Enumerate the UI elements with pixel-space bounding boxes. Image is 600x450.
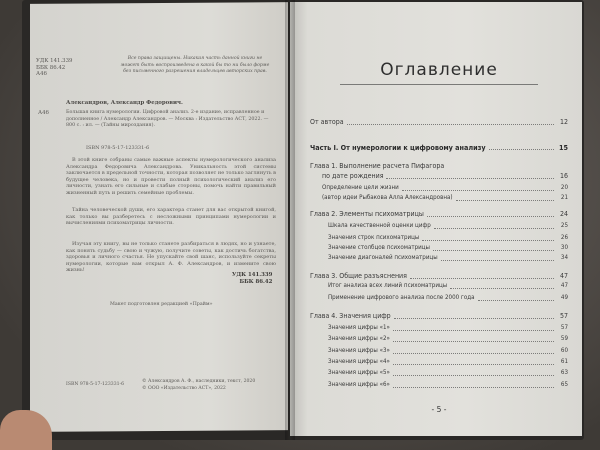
toc-entry xyxy=(310,143,568,153)
toc-entry xyxy=(310,184,568,194)
toc-entry-page: 57 xyxy=(559,312,568,320)
toc-leader-dots xyxy=(433,250,554,251)
toc-entry-label: Значение столбцов психоматрицы xyxy=(328,244,430,251)
annotation-paragraph: В этой книге собраны самые важные аспекты нумерологического анализа Александра Федоровича Александрова. Уникальность этой системы заключается в предельной точности, которая позволяет не только заглянуть в будущее человека, но и провести полный психологический анализ его личности, узнать его сильные и слабые стороны, помочь найти правильный жизненный путь и решить семейные проблемы. xyxy=(66,157,276,196)
toc-entry-label: по дате рождения xyxy=(322,172,384,180)
toc-entry xyxy=(310,118,568,128)
copyright-line: © Александров А. Ф., наследники, текст, 2020 xyxy=(142,379,256,384)
catalog-mark: А46 xyxy=(38,110,49,116)
toc-entry-label: Часть I. От нумерологии к цифровому анализу xyxy=(310,143,486,152)
toc-leader-dots xyxy=(402,190,554,191)
toc-leader-dots xyxy=(434,228,554,229)
toc-leader-dots xyxy=(441,260,554,261)
toc-leader-dots xyxy=(386,178,554,179)
toc-entry-page: 12 xyxy=(559,118,568,126)
copyright-line: © ООО «Издательство АСТ», 2022 xyxy=(142,385,226,391)
toc-entry-page: 59 xyxy=(560,335,568,342)
toc-leader-dots xyxy=(393,353,554,354)
toc-entry-page: 61 xyxy=(560,358,568,365)
toc-entry-label: Шкала качественной оценки цифр xyxy=(328,222,431,229)
layout-note: Макет подготовлен редакцией «Прайм» xyxy=(110,302,213,307)
toc-entry-label: Определение цели жизни xyxy=(322,184,399,191)
toc-leader-dots xyxy=(478,300,554,301)
toc-leader-dots xyxy=(489,149,554,150)
toc-leader-dots xyxy=(394,318,554,319)
toc-entry-label: (автор идеи Рыбакова Алла Александровна) xyxy=(322,194,453,201)
toc-entry-label: Глава 4. Значения цифр xyxy=(310,312,391,320)
toc-entry xyxy=(310,294,568,304)
toc-entry-page: 60 xyxy=(560,347,568,354)
toc-leader-dots xyxy=(456,200,554,201)
toc-entry xyxy=(310,210,568,220)
toc-entry-page: 34 xyxy=(560,254,568,261)
toc-leader-dots xyxy=(393,375,554,376)
toc-entry-page: 65 xyxy=(560,381,568,388)
toc-entry-label: Глава 3. Общие разъяснения xyxy=(310,272,407,280)
toc-entry-label: Глава 2. Элементы психоматрицы xyxy=(310,210,424,218)
toc-entry-page: 25 xyxy=(560,222,568,229)
udk-header-line: А46 xyxy=(36,71,47,78)
toc-entry-page: 47 xyxy=(559,272,568,280)
toc-title: Оглавление xyxy=(380,60,498,80)
toc-entry xyxy=(310,234,568,244)
toc-entry-label: Применение цифрового анализа после 2000 года xyxy=(328,294,475,301)
toc-entry-page: 26 xyxy=(560,234,568,241)
annotation-paragraph: Изучая эту книгу, вы не только станете разбираться в людях, но и узнаете, как понять судьбу — свою и чужую, получите советы, как достичь богатства, здоровья и личного счастья. Не упускайте свой шанс, используйте секреты нумерологии, которые вам открыл А. Ф. Александров, и измените свою жизнь! xyxy=(66,241,276,274)
bibliographic-description: Большая книга нумерологии. Цифровой анализ. 2-е издание, исправленное и дополненное / Александр Александров. — Москва : Издательство АСТ, 2022. — 800 с. : ил. — (Тайны мироздания). xyxy=(66,110,269,129)
toc-leader-dots xyxy=(393,364,554,365)
toc-entry-label: Значения цифры «5» xyxy=(328,369,390,376)
toc-leader-dots xyxy=(422,240,554,241)
udk-header-line: УДК 141.339 xyxy=(36,58,73,64)
author-line: Александров, Александр Федорович. xyxy=(66,100,183,106)
udk-footer-line: ББК 86.42 xyxy=(239,278,273,285)
page-number: - 5 - xyxy=(431,405,447,414)
toc-title-rule xyxy=(340,84,538,85)
toc-entry xyxy=(310,162,568,172)
toc-entry xyxy=(310,282,568,292)
toc-entry xyxy=(310,312,568,322)
copyright-block xyxy=(142,379,282,392)
annotation-paragraph: Тайна человеческой души, его характера станет для вас открытой книгой, как только вы разберетесь с несложными принципами нумерологии и вычислениями психоматрицы личности. xyxy=(66,207,276,227)
udk-footer-line: УДК 141.339 xyxy=(232,272,273,278)
toc-leader-dots xyxy=(393,387,554,388)
toc-entry-page: 20 xyxy=(560,184,568,191)
toc-entry-label: Значения цифры «1» xyxy=(328,324,390,331)
toc-entry-page: 47 xyxy=(560,282,568,289)
isbn-footer: ISBN 978-5-17-123331-6 xyxy=(66,382,125,387)
toc-leader-dots xyxy=(410,278,554,279)
toc-entry-page: 24 xyxy=(559,210,568,218)
udk-header-line: ББК 86.42 xyxy=(36,64,66,71)
toc-entry xyxy=(310,194,568,204)
toc-entry xyxy=(310,222,568,232)
toc-entry xyxy=(310,347,568,357)
toc-leader-dots xyxy=(427,216,554,217)
toc-entry-label: Значения цифры «2» xyxy=(328,335,390,342)
toc-entry-page: 21 xyxy=(560,194,568,201)
toc-entry-page: 16 xyxy=(559,172,568,180)
toc-entry-label: Значения цифры «6» xyxy=(328,381,390,388)
toc-entry-page: 63 xyxy=(560,369,568,376)
toc-entry xyxy=(310,272,568,282)
toc-entry-label: Значения цифры «4» xyxy=(328,358,390,365)
book-spine xyxy=(285,0,295,440)
toc-entry xyxy=(310,369,568,379)
toc-entry-page: 49 xyxy=(560,294,568,301)
toc-leader-dots xyxy=(450,288,554,289)
toc-entry xyxy=(310,335,568,345)
udk-header xyxy=(36,58,72,78)
toc-entry xyxy=(310,324,568,334)
toc-entry-page: 57 xyxy=(560,324,568,331)
table-of-contents xyxy=(310,0,568,430)
toc-entry-page: 15 xyxy=(559,143,568,152)
toc-entry xyxy=(310,358,568,368)
toc-entry-label: Значения цифры «3» xyxy=(328,347,390,354)
toc-entry-label: Глава 1. Выполнение расчета Пифагора xyxy=(310,162,445,170)
toc-entry-label: Значение диагоналей психоматрицы xyxy=(328,254,438,261)
toc-entry-page: 30 xyxy=(560,244,568,251)
toc-leader-dots xyxy=(393,341,554,342)
toc-entry xyxy=(310,381,568,391)
isbn: ISBN 978-5-17-123331-6 xyxy=(86,145,150,151)
toc-entry-label: Значения строк психоматрицы xyxy=(328,234,420,241)
toc-entry xyxy=(310,244,568,254)
toc-entry-label: От автора xyxy=(310,118,344,126)
rights-note: Все права защищены. Никакая часть данной книги не может быть воспроизведена в какой бы то ни было форме без письменного разрешения владельцев авторских прав. xyxy=(120,56,270,75)
toc-entry xyxy=(310,254,568,264)
toc-leader-dots xyxy=(393,330,554,331)
toc-leader-dots xyxy=(347,124,554,125)
toc-entry-label: Итог анализа всех линий психоматрицы xyxy=(328,282,448,289)
toc-entry xyxy=(310,172,568,182)
udk-footer xyxy=(232,272,272,285)
